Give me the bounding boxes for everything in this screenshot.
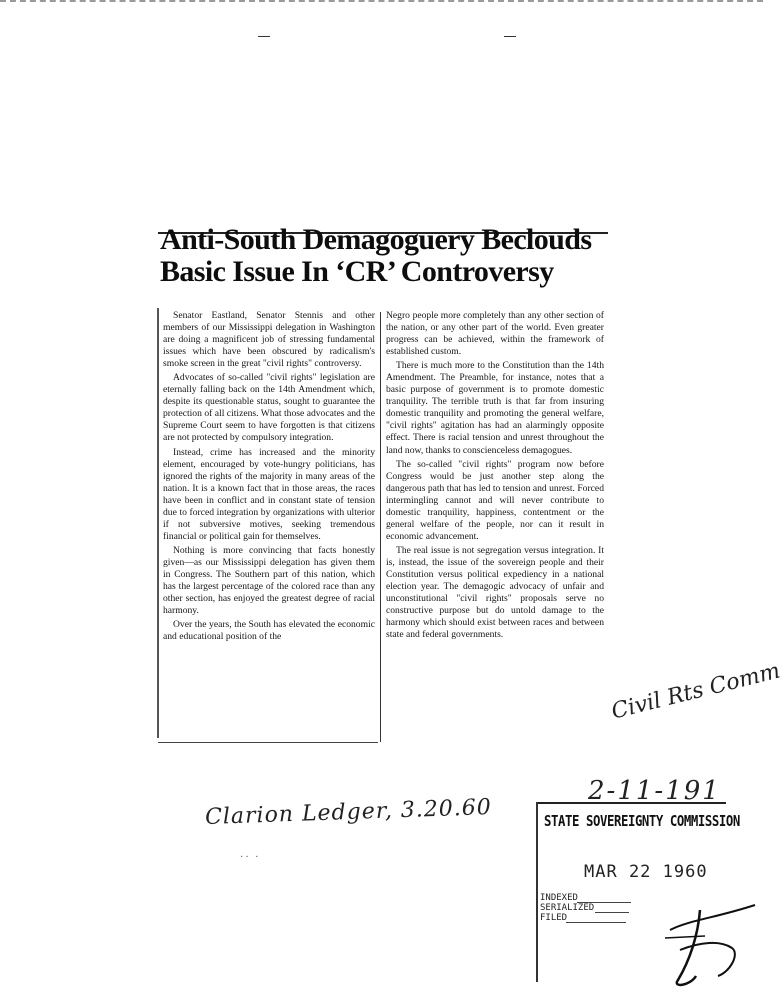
stamp-left-border (536, 802, 538, 982)
column-divider (380, 312, 381, 742)
paragraph: Advocates of so-called "civil rights" legislation are eternally falling back on the 14th Amendment which, despite its questionable status, sought to guarantee the protection of all citizens. What those advocates and the Supreme Court seem to have forgotten is that citizens are not protected by compulsory integration. (163, 372, 375, 444)
handwritten-file-number: 2-11-191 (588, 776, 721, 806)
article-column-right (386, 310, 604, 641)
stamp-date: MAR 22 1960 (584, 862, 708, 882)
stamp-label-indexed: INDEXED (540, 893, 578, 903)
stamp-label-filed: FILED (540, 913, 568, 923)
scan-mark (258, 36, 270, 37)
paragraph: The so-called "civil rights" program now before Congress would be just another step along the dangerous path that has led to tension and unrest. Forced intermingling cannot and will never contribute to domestic tranquility, happiness, contentment or the general welfare of the people, nor can it result in economic advancement. (386, 458, 604, 542)
paragraph: The real issue is not segregation versus integration. It is, instead, the issue of the sovereign people and their Constitution versus political expediency in a national election year. The demagogic advocacy of unfair and unconstitutional "civil rights" proposals serve no constructive purpose but do untold damage to the harmony which should exist between races and between state and federal governments. (386, 544, 604, 641)
handwritten-signature (660, 880, 760, 990)
stamp-field-line (595, 912, 629, 913)
column-bottom-rule (158, 742, 378, 743)
paragraph: Negro people more completely than any other section of the nation, or any other part of the world. Even greater progress can be achieved, within the framework of established custom. (386, 310, 604, 358)
headline-line-1: Anti-South Demagoguery Beclouds (160, 223, 592, 256)
stamp-label-serialized: SERIALIZED (540, 903, 595, 913)
headline-line-2: Basic Issue In ‘CR’ Controversy (160, 255, 554, 288)
stamp-top-border (536, 802, 726, 804)
paragraph: Senator Eastland, Senator Stennis and other members of our Mississippi delegation in Washington are doing a magnificent job of stressing fundamental issues which have been obscured by radicalism's smoke screen in the great "civil rights" controversy. (163, 310, 375, 370)
scan-top-border (0, 0, 763, 2)
paragraph: Over the years, the South has elevated the economic and educational position of the (163, 619, 375, 643)
stamp-field-line (566, 922, 626, 923)
column-border (157, 308, 159, 738)
article-column-left (163, 310, 375, 643)
handwritten-margin-note: Civil Rts Comm (608, 658, 783, 725)
scan-mark (504, 36, 516, 37)
handwritten-citation: Clarion Ledger, 3.20.60 (204, 795, 493, 830)
stamp-title: STATE SOVEREIGNTY COMMISSION (544, 812, 740, 830)
paragraph: Nothing is more convincing that facts honestly given—as our Mississippi delegation has given them in Congress. The Southern part of this nation, which has the largest percentage of the colored race than any other section, has enjoyed the greatest degree of racial harmony. (163, 544, 375, 617)
stray-marks: ·· · (240, 852, 261, 863)
paragraph: There is much more to the Constitution than the 14th Amendment. The Preamble, for instance, notes that a basic purpose of government is to promote domestic tranquility. The terrible truth is that far from insuring domestic tranquility and promoting the general welfare, "civil rights" agitation has had an alarmingly opposite effect. There is racial tension and unrest throughout the land now, thanks to conscienceless demagogues. (386, 360, 604, 456)
stamp-field-line (577, 902, 631, 903)
headline (160, 224, 606, 288)
paragraph: Instead, crime has increased and the minority element, encouraged by vote-hungry politicians, has ignored the rights of the majority in many areas of the nation. It is a known fact that in those areas, the races have been in conflict and in constant state of tension due to forced integration by organizations with ulterior if not subversive motives, seeking tremendous financial or political gain for themselves. (163, 446, 375, 542)
